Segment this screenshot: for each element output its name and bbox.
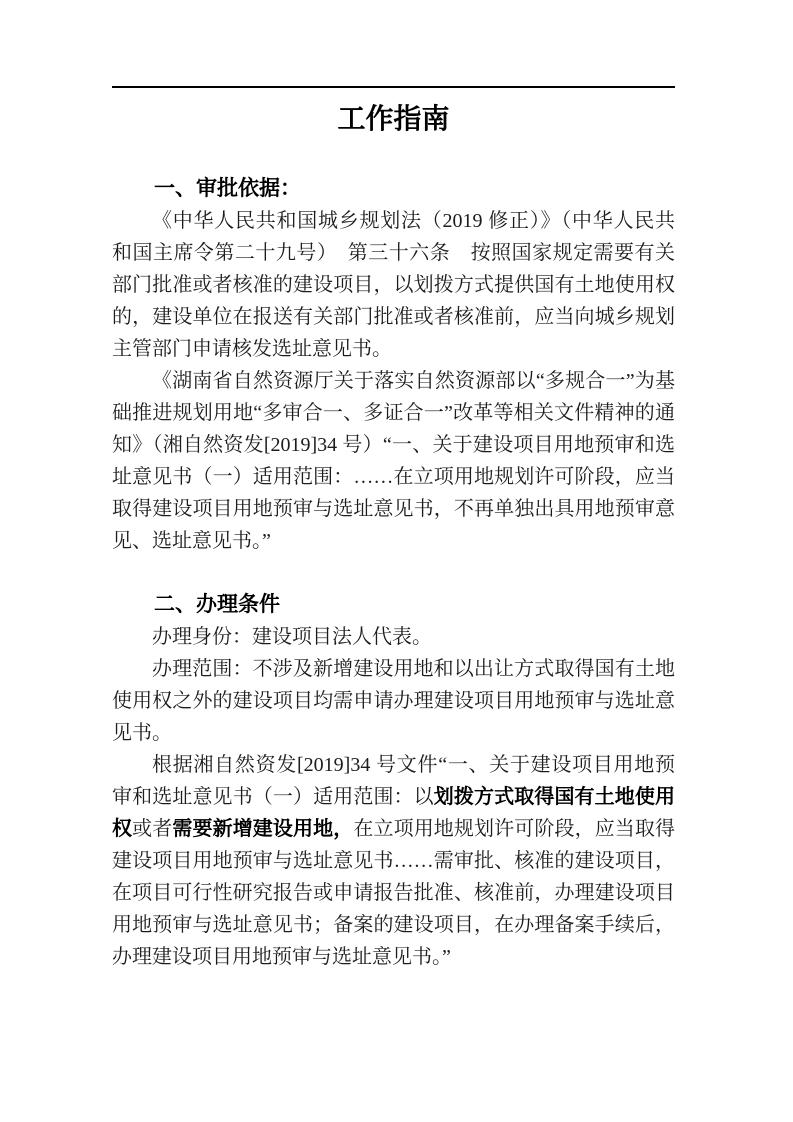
body-text-run: 在立项用地规划许可阶段，应当取得建设项目用地预审与选址意见书……需审批、核准的建设项目，在项目可行性研究报告或申请报告批准、核准前，办理建设项目用地预审与选址意见书；备案的建设项目，在办理备案手续后，办理建设项目用地预审与选址意见书。” [112, 818, 676, 968]
page-title: 工作指南 [337, 103, 450, 134]
section-approval-basis [112, 173, 675, 557]
body-text-run: 《中华人民共和国城乡规划法（2019 修正）》（中华人民共和国主席令第二十九号） 第三十六条 按照国家规定需要有关部门批准或者核准的建设项目，以划拨方式提供国有土地使用权的，建设单位在报送有关部门批准或者核准前，应当向城乡规划主管部门申请核发选址意见书。 [112, 210, 675, 360]
document-content-area [112, 0, 675, 973]
body-text-run: 或者 [132, 818, 173, 840]
section-handling-conditions [112, 589, 675, 973]
body-text-run: 根据湘自然资发[2019]34 号文件“一、关于建设项目用地预审和选址意见书（一）适用范围：以 [112, 754, 675, 808]
paragraph-law-urban-rural-planning [112, 205, 675, 365]
paragraph-document-basis [112, 749, 675, 973]
paragraph-hunan-notice [112, 365, 675, 557]
body-text-run: 办理范围：不涉及新增建设用地和以出让方式取得国有土地使用权之外的建设项目均需申请办理建设项目用地预审与选址意见书。 [112, 658, 675, 744]
emphasis-bold-text: 需要新增建设用地， [172, 818, 354, 840]
body-text-run: 《湖南省自然资源厅关于落实自然资源部以“多规合一”为基础推进规划用地“多审合一、多证合一”改革等相关文件精神的通知》（湘自然资发[2019]34 号）“一、关于建设项目用地预审和选址意见书（一）适用范围：……在立项用地规划许可阶段，应当取得建设项目用地预审与选址意见书，不再单独出具用地预审意见、选址意见书。” [112, 370, 675, 552]
paragraph-handling-scope [112, 653, 675, 749]
section-2-heading: 二、办理条件 [154, 593, 280, 616]
paragraph-handling-identity [112, 621, 675, 653]
emphasis-bold-text: 划拨方式取得国有土地使用权 [112, 786, 676, 840]
section-1-heading: 一、审批依据： [154, 177, 301, 200]
body-text-run: 办理身份：建设项目法人代表。 [152, 626, 432, 648]
header-rule-divider [112, 86, 675, 88]
